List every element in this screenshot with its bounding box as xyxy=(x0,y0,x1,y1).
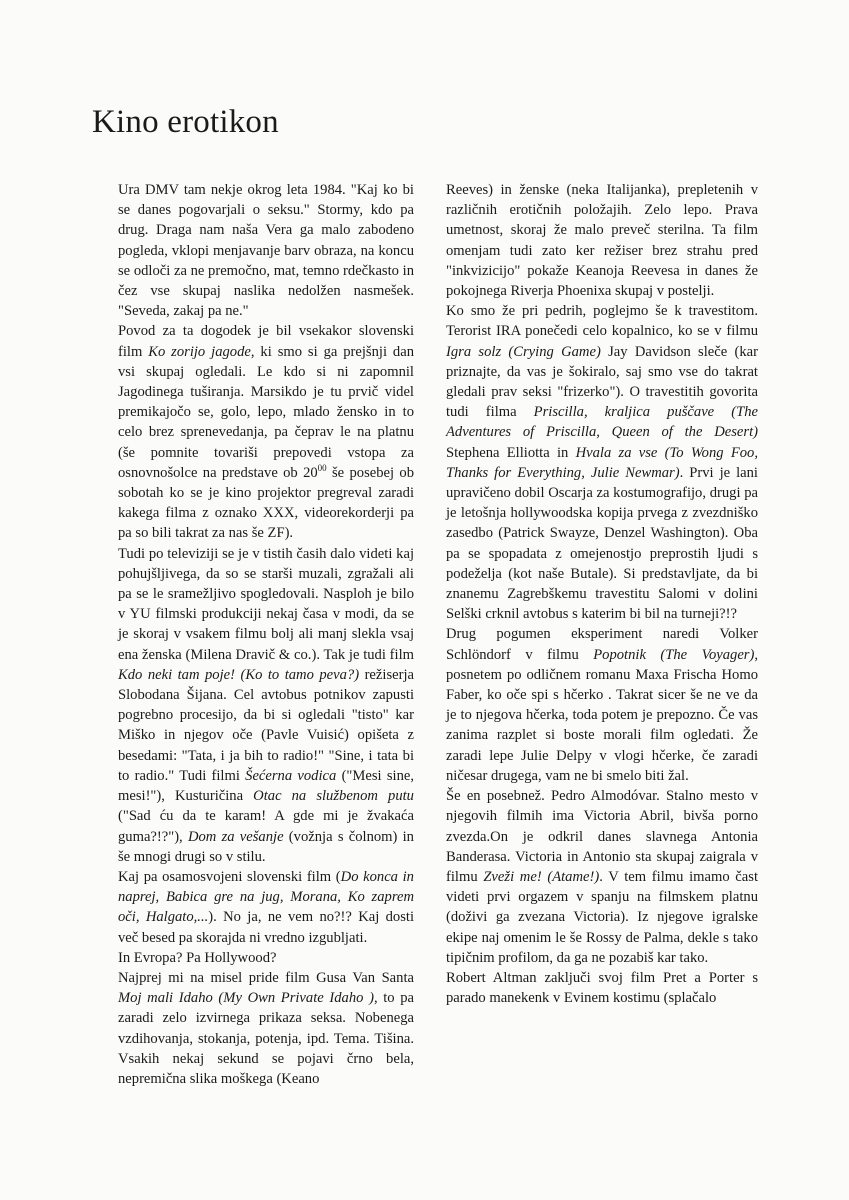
paragraph: In Evropa? Pa Hollywood? xyxy=(118,949,277,966)
right-text-column xyxy=(446,180,758,1008)
paragraph: Povod za ta dogodek je bil vsekakor slovenski film Ko zorijo jagode, ki smo si ga prejšnji dan vsi skupaj ogledali. Le kdo si ni zapomnil Jagodinega tuširanja. Marsikdo je tu prvič videl premikajočo se, golo, lepo, mlado žensko in to celo brez sprenevedanja, pa čeprav le na platnu (še pomnite tovariši prepovedi vstopa za osnovnošolce na predstave ob $20^{00}$ še posebej ob sobotah ko se je kino projektor pregreval zaradi kakega filma z oznako XXX, videorekorderji pa pa so bili takrat za nas še ZF). xyxy=(118,323,415,542)
paragraph: Kaj pa osamosvojeni slovenski film (Do konca in naprej, Babica gre na jug, Morana, Ko zaprem oči, Halgato,...). No ja, ne vem no?!? Kaj dosti več besed pa skorajda ni vredno izgubljati. xyxy=(118,868,414,946)
article-title: Kino erotikon xyxy=(92,104,279,140)
paragraph: Tudi po televiziji se je v tistih časih dalo videti kaj pohujšljivega, da so se starši muzali, zgražali ali pa se le sramežljivo spogledovali. Nasploh je bilo v YU filmski produkciji nekaj časa v modi, da se je skoraj v vsakem filmu bolj ali manj slekla vsaj ena ženska (Milena Dravič & co.). Tak je tudi film Kdo neki tam poje! (Ko to tamo peva?) režiserja Slobodana Šijana. Cel avtobus potnikov zapusti pogrebno procesijo, da bi si ogledali "tisto" kar Miško in njegov oče (Pavle Vuisić) opišeta z besedami: "Tata, i ja bih to radio!" "Sine, i tata bi to radio." Tudi filmi Šećerna vodica ("Mesi sine, mesi!"), Kusturičina Otac na službenom putu ("Sad ću da te karam! A gde mi je žvakaća guma?!?"), Dom za vešanje (vožnja s čolnom) in še mnogi drugi so v stilu. xyxy=(118,545,414,865)
paragraph: Ura DMV tam nekje okrog leta 1984. "Kaj ko bi se danes pogovarjali o seksu." Stormy, kdo pa drug. Draga nam naša Vera ga malo zabodeno pogleda, vklopi menjavanje barv obraza, na koncu se odloči za ne premočno, mat, temno rdečkasto in čez vse skupaj naslika nedolžen nasmešek. "Seveda, zakaj pa ne." xyxy=(118,182,414,320)
paragraph: Najprej mi na misel pride film Gusa Van Santa Moj mali Idaho (My Own Private Idaho ), to pa zaradi zelo izvirnega prikaza seksa. Nobenega vzdihovanja, stokanja, potenja, ipd. Tema. Tišina. Vsakih nekaj sekund se pojavi črno bela, nepremična slika moškega (Keano xyxy=(118,969,414,1087)
left-text-column xyxy=(118,180,414,1089)
paragraph: Reeves) in ženske (neka Italijanka), prepletenih v različnih erotičnih položajih. Zelo lepo. Prava umetnost, skoraj že malo preveč sterilna. Ta film omenjam tudi zato ker režiser brez strahu pred "inkvizicijo" pokaže Keanoja Reevesa in danes že pokojnega Riverja Phoenixa skupaj v postelji. xyxy=(446,182,758,300)
paragraph: Robert Altman zaključi svoj film Pret a Porter s parado manekenk v Evinem kostimu (splačalo xyxy=(446,969,758,1007)
paragraph: Še en posebnež. Pedro Almodóvar. Stalno mesto v njegovih filmih ima Victoria Abril, bivša porno zvezda.On je odkril danes slavnega Antonia Banderasa. Victoria in Antonio sta skupaj zaigrala v filmu Zveži me! (Atame!). V tem filmu imamo čast videti prvi orgazem v spanju na filmskem platnu (doživi ga zvezana Victoria). Iz njegove igralske ekipe naj omenim le še Rossy de Palma, dekle s tako tipičnim profilom, da ga ne pozabiš kar tako. xyxy=(446,788,758,966)
paragraph: Drug pogumen eksperiment naredi Volker Schlöndorf v filmu Popotnik (The Voyager), posnetem po odličnem romanu Maxa Frischa Homo Faber, ko oče spi s hčerko . Takrat sicer še ne ve da je to njegova hčerka, toda potem je prepozno. Če vas zanima razplet si boste morali film ogledati. Že zaradi lepe Julie Delpy v vlogi hčerke, če zaradi ničesar drugega, vam ne bi smelo biti žal. xyxy=(446,626,758,784)
paragraph: Ko smo že pri pedrih, poglejmo še k travestitom. Terorist IRA ponečedi celo kopalnico, ko se v filmu Igra solz (Crying Game) Jay Davidson sleče (kar priznajte, da vas je šokiralo, saj smo vse do takrat gledali prav seksi "frizerko"). O travestitih govorita tudi filma Priscilla, kraljica puščave (The Adventures of Priscilla, Queen of the Desert) Stephena Elliotta in Hvala za vse (To Wong Foo, Thanks for Everything, Julie Newmar). Prvi je lani upravičeno dobil Oscarja za kostumografijo, drugi pa je letošnja hollywoodska kopija prvega z zvezdniško zasedbo (Patrick Swayze, Denzel Washington). Oba pa se spopadata z omejenostjo preprostih ljudi s podeželja (kot naše Butale). Si predstavljate, da bi znanemu Zagrebškemu travestitu Salomi v dolini Selški crknil avtobus s katerim bi bil na turneji?!? xyxy=(446,303,758,623)
